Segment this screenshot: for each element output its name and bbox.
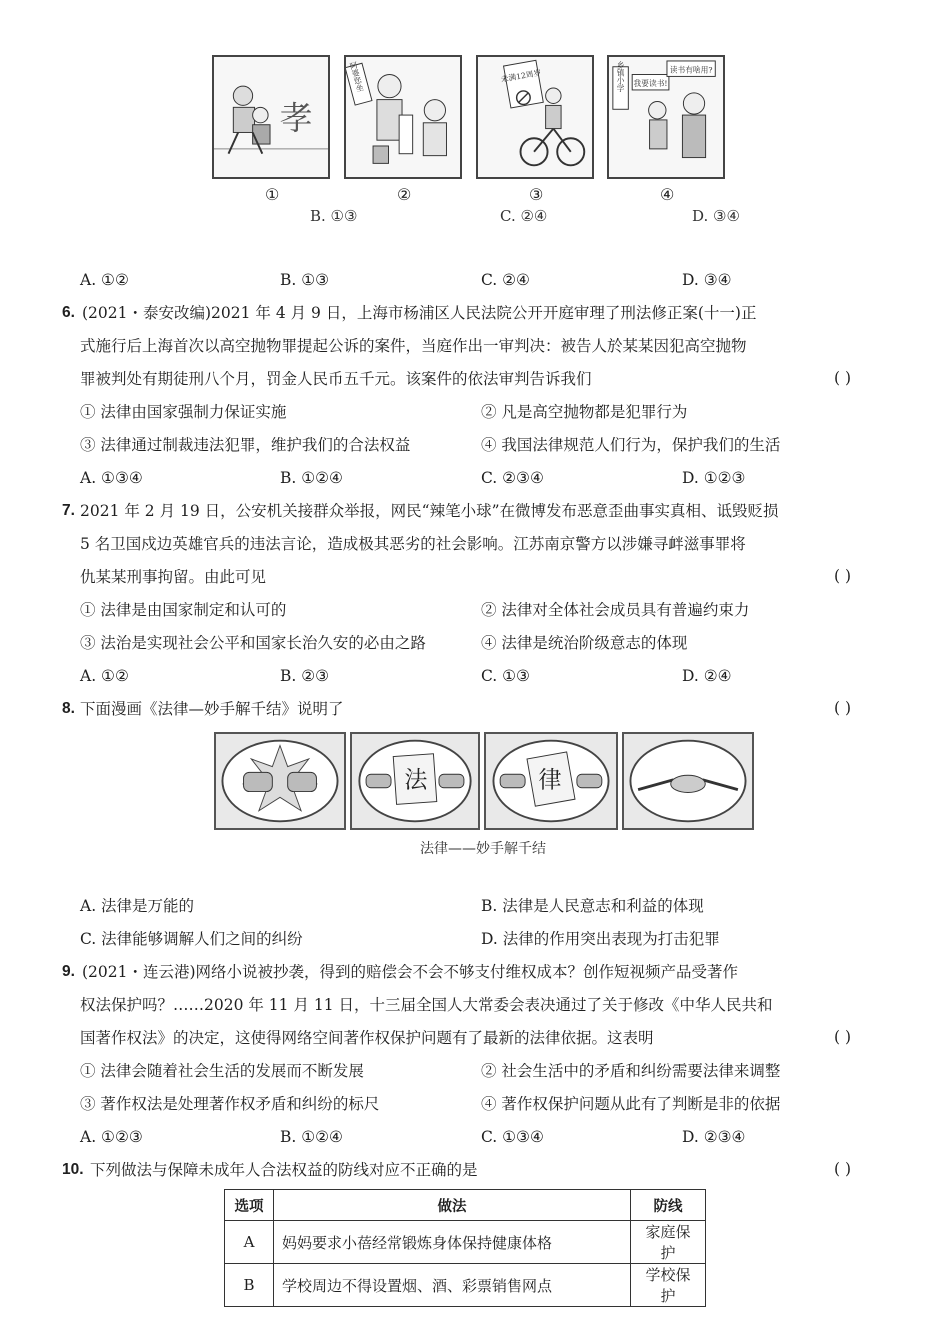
q6-number: 6. bbox=[62, 304, 75, 321]
q6-statement-4: ④ 我国法律规范人们行为，保护我们的生活 bbox=[481, 436, 781, 454]
panel-label-4: ④ bbox=[660, 185, 675, 204]
q8-panel-handshake bbox=[622, 732, 754, 830]
q8-panel-fists bbox=[214, 732, 346, 830]
q10-answer-paren: ( ) bbox=[834, 1160, 852, 1178]
q7-statement-1: ① 法律是由国家制定和认可的 bbox=[80, 601, 287, 619]
q6-stem-line-2: 式施行后上海首次以高空抛物罪提起公诉的案件，当庭作出一审判决：被告人於某某因犯高空抛物 bbox=[80, 337, 747, 355]
q8-number: 8. bbox=[62, 700, 75, 717]
panel2-sign: 阿婆您坐 bbox=[348, 60, 365, 93]
q7-statement-4: ④ 法律是统治阶级意志的体现 bbox=[481, 634, 688, 652]
q8-stem: 下面漫画《法律—妙手解千结》说明了 bbox=[80, 700, 344, 718]
q8-answer-paren: ( ) bbox=[834, 699, 852, 717]
q6-option-c: C. ②③④ bbox=[481, 469, 544, 487]
q9-stem-line-3: 国著作权法》的决定，这使得网络空间著作权保护问题有了最新的法律依据。这表明 bbox=[80, 1029, 654, 1047]
q10-stem: 下列做法与保障未成年人合法权益的防线对应不正确的是 bbox=[90, 1161, 478, 1179]
header-practice: 做法 bbox=[274, 1190, 631, 1221]
q8-option-b: B. 法律是人民意志和利益的体现 bbox=[481, 897, 704, 915]
q6-option-b: B. ①②④ bbox=[280, 469, 343, 487]
q7-stem-line-2: 5 名卫国戍边英雄官兵的违法言论，造成极其恶劣的社会影响。江苏南京警方以涉嫌寻衅滋事罪将 bbox=[80, 535, 746, 553]
q5-option-b: B. ①③ bbox=[280, 271, 330, 289]
q6-statement-3: ③ 法律通过制裁违法犯罪，维护我们的合法权益 bbox=[80, 436, 411, 454]
q9-statement-4: ④ 著作权保护问题从此有了判断是非的依据 bbox=[481, 1095, 781, 1113]
q10-number: 10. bbox=[62, 1161, 84, 1178]
comic-panel-3 bbox=[476, 55, 594, 179]
table-header-row bbox=[225, 1190, 706, 1221]
figure-caption-b: B. ①③ bbox=[310, 207, 358, 225]
q7-number: 7. bbox=[62, 502, 75, 519]
comic-panel-2 bbox=[344, 55, 462, 179]
panel-label-3: ③ bbox=[529, 185, 544, 204]
q9-option-d: D. ②③④ bbox=[682, 1128, 746, 1146]
q5-option-d: D. ③④ bbox=[682, 271, 732, 289]
figure-caption-d: D. ③④ bbox=[692, 207, 740, 225]
q9-option-a: A. ①②③ bbox=[80, 1128, 143, 1146]
q7-stem-line-3: 仇某某刑事拘留。由此可见 bbox=[80, 568, 267, 586]
xiao-character: 孝 bbox=[279, 99, 313, 138]
q9-statement-2: ② 社会生活中的矛盾和纠纷需要法律来调整 bbox=[481, 1062, 781, 1080]
row-b-practice: 学校周边不得设置烟、酒、彩票销售网点 bbox=[274, 1264, 631, 1307]
panel3-sign: 未满12周岁 bbox=[500, 68, 542, 85]
q7-option-a: A. ①② bbox=[80, 667, 129, 685]
q6-option-d: D. ①②③ bbox=[682, 469, 746, 487]
q10-table bbox=[224, 1189, 706, 1307]
row-b-option: B bbox=[225, 1264, 274, 1307]
panel4-school-sign: 乡镇小学 bbox=[616, 60, 626, 92]
q6-stem-line-1: (2021・泰安改编)2021 年 4 月 9 日，上海市杨浦区人民法院公开开庭审理了刑法修正案(十一)正 bbox=[82, 304, 757, 322]
q6-stem-line-3: 罪被判处有期徒刑八个月，罚金人民币五千元。该案件的依法审判告诉我们 bbox=[80, 370, 592, 388]
comic-panel-1 bbox=[212, 55, 330, 179]
q9-answer-paren: ( ) bbox=[834, 1028, 852, 1046]
q7-statement-2: ② 法律对全体社会成员具有普遍约束力 bbox=[481, 601, 750, 619]
q8-option-a: A. 法律是万能的 bbox=[80, 897, 195, 915]
q9-stem-line-1: (2021・连云港)网络小说被抄袭，得到的赔偿会不会不够支付维权成本？创作短视频产品受著作 bbox=[82, 963, 739, 981]
q8-comic-caption: 法律——妙手解千结 bbox=[420, 841, 546, 857]
panel-label-2: ② bbox=[397, 185, 412, 204]
q7-stem-line-1: 2021 年 2 月 19 日，公安机关接群众举报，网民“辣笔小球”在微博发布恶意歪曲事实真相、诋毁贬损 bbox=[80, 502, 779, 520]
q6-statement-1: ① 法律由国家强制力保证实施 bbox=[80, 403, 287, 421]
q7-option-d: D. ②④ bbox=[682, 667, 732, 685]
q9-number: 9. bbox=[62, 963, 75, 980]
row-a-defense: 家庭保护 bbox=[631, 1221, 706, 1264]
row-b-defense: 学校保护 bbox=[631, 1264, 706, 1307]
table-row bbox=[225, 1264, 706, 1307]
q8-option-c: C. 法律能够调解人们之间的纠纷 bbox=[80, 930, 303, 948]
q7-statement-3: ③ 法治是实现社会公平和国家长治久安的必由之路 bbox=[80, 634, 426, 652]
q6-answer-paren: ( ) bbox=[834, 369, 852, 387]
lv-character: 律 bbox=[538, 767, 562, 794]
table-row bbox=[225, 1221, 706, 1264]
q8-option-d: D. 法律的作用突出表现为打击犯罪 bbox=[481, 930, 720, 948]
figure-caption-c: C. ②④ bbox=[500, 207, 548, 225]
panel4-bubble-adult: 读书有啥用? bbox=[669, 65, 713, 75]
q6-option-a: A. ①③④ bbox=[80, 469, 143, 487]
q5-option-a: A. ①② bbox=[80, 271, 129, 289]
q9-stem-line-2: 权法保护吗？……2020 年 11 月 11 日，十三届全国人大常委会表决通过了关于修改《中华人民共和 bbox=[80, 996, 773, 1014]
panel4-bubble-child: 我要读书! bbox=[633, 79, 668, 89]
q7-option-b: B. ②③ bbox=[280, 667, 330, 685]
fa-character: 法 bbox=[404, 767, 428, 794]
q8-panel-lv bbox=[484, 732, 618, 830]
header-option: 选项 bbox=[225, 1190, 274, 1221]
q9-option-c: C. ①③④ bbox=[481, 1128, 544, 1146]
q8-panel-fa bbox=[350, 732, 480, 830]
q9-statement-3: ③ 著作权法是处理著作权矛盾和纠纷的标尺 bbox=[80, 1095, 380, 1113]
q7-option-c: C. ①③ bbox=[481, 667, 530, 685]
row-a-practice: 妈妈要求小蓓经常锻炼身体保持健康体格 bbox=[274, 1221, 631, 1264]
header-defense: 防线 bbox=[631, 1190, 706, 1221]
comic-panel-4 bbox=[607, 55, 725, 179]
q9-option-b: B. ①②④ bbox=[280, 1128, 343, 1146]
q6-statement-2: ② 凡是高空抛物都是犯罪行为 bbox=[481, 403, 688, 421]
row-a-option: A bbox=[225, 1221, 274, 1264]
q5-option-c: C. ②④ bbox=[481, 271, 530, 289]
q7-answer-paren: ( ) bbox=[834, 567, 852, 585]
q9-statement-1: ① 法律会随着社会生活的发展而不断发展 bbox=[80, 1062, 364, 1080]
panel-label-1: ① bbox=[265, 185, 280, 204]
